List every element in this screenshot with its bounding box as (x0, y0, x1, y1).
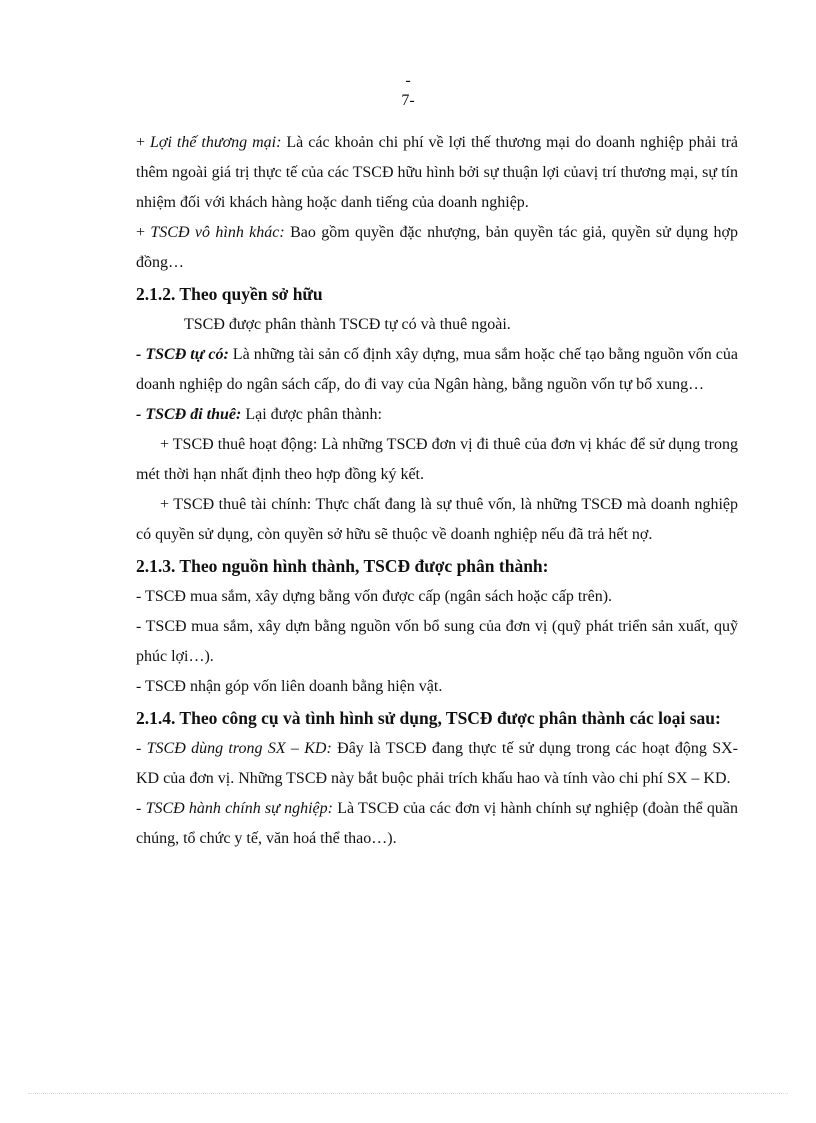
term-tscd-di-thue: - TSCĐ đi thuê: (136, 406, 242, 423)
paragraph-tscd-di-thue: - TSCĐ đi thuê: Lại được phân thành: (136, 406, 382, 423)
page-number-dash: - (405, 72, 411, 89)
paragraph-phan-thanh: TSCĐ được phân thành TSCĐ tự có và thuê ngoài. (184, 316, 511, 333)
heading-2-1-3: 2.1.3. Theo nguồn hình thành, TSCĐ được phân thành: (136, 556, 549, 576)
term-loi-the-thuong-mai: Lợi thế thương mại: (150, 134, 282, 151)
paragraph-tscd-sx-kd: - TSCĐ dùng trong SX – KD: Đây là TSCĐ đang thực tế sử dụng trong các hoạt động SX- KD của đơn vị. Những TSCĐ này bắt buộc phải trích khấu hao và tính vào chi phí SX – KD. (136, 740, 739, 787)
paragraph-tscd-vo-hinh-khac: + TSCĐ vô hình khác: Bao gồm quyền đặc nhượng, bản quyền tác giả, quyền sử dụng hợp đồng… (136, 224, 739, 271)
paragraph-thue-tai-chinh: + TSCĐ thuê tài chính: Thực chất đang là sự thuê vốn, là những TSCĐ mà doanh nghiệp có quyền sử dụng, còn quyền sở hữu sẽ thuộc về doanh nghiệp nếu đã trả hết nợ. (136, 496, 738, 543)
paragraph-thue-hoat-dong: + TSCĐ thuê hoạt động: Là những TSCĐ đơn vị đi thuê của đơn vị khác để sử dụng trong mét thời hạn nhất định theo hợp đồng ký kết. (136, 436, 738, 483)
paragraph-von-bo-sung: - TSCĐ mua sắm, xây dựn bằng nguồn vốn bổ sung của đơn vị (quỹ phát triển sản xuất, quỹ phúc lợi…). (136, 618, 738, 665)
footer-dotted-rule (28, 1093, 788, 1094)
paragraph-tscd-tu-co: - TSCĐ tự có: Là những tài sản cố định xây dựng, mua sắm hoặc chế tạo bằng nguồn vốn của doanh nghiệp do ngân sách cấp, do đi vay của Ngân hàng, bằng nguồn vốn tự bổ xung… (136, 346, 739, 393)
paragraph-tscd-hanh-chinh: - TSCĐ hành chính sự nghiệp: Là TSCĐ của các đơn vị hành chính sự nghiệp (đoàn thể quần chúng, tổ chức y tế, văn hoá thể thao…). (136, 800, 739, 847)
term-tscd-vo-hinh-khac: TSCĐ vô hình khác: (150, 224, 285, 241)
document-body (136, 128, 738, 854)
heading-2-1-4: 2.1.4. Theo công cụ và tình hình sử dụng, TSCĐ được phân thành các loại sau: (136, 708, 721, 728)
paragraph-von-duoc-cap: - TSCĐ mua sắm, xây dựng bằng vốn được cấp (ngân sách hoặc cấp trên). (136, 588, 613, 605)
heading-2-1-2: 2.1.2. Theo quyền sở hữu (136, 284, 323, 304)
paragraph-loi-the-thuong-mai: + Lợi thế thương mại: Là các khoản chi phí về lợi thế thương mại do doanh nghiệp phải trả thêm ngoài giá trị thực tế của các TSCĐ hữu hình bởi sự thuận lợi củavị trí thương mại, sự tín nhiệm đối với khách hàng hoặc danh tiếng của doanh nghiệp. (136, 134, 739, 211)
page-number: 7- (401, 92, 415, 109)
term-tscd-tu-co: - TSCĐ tự có: (136, 346, 229, 363)
term-tscd-hanh-chinh: TSCĐ hành chính sự nghiệp: (145, 800, 333, 817)
paragraph-gop-von: - TSCĐ nhận góp vốn liên doanh bằng hiện vật. (136, 678, 443, 695)
term-tscd-sx-kd: TSCĐ dùng trong SX – KD: (146, 740, 332, 757)
